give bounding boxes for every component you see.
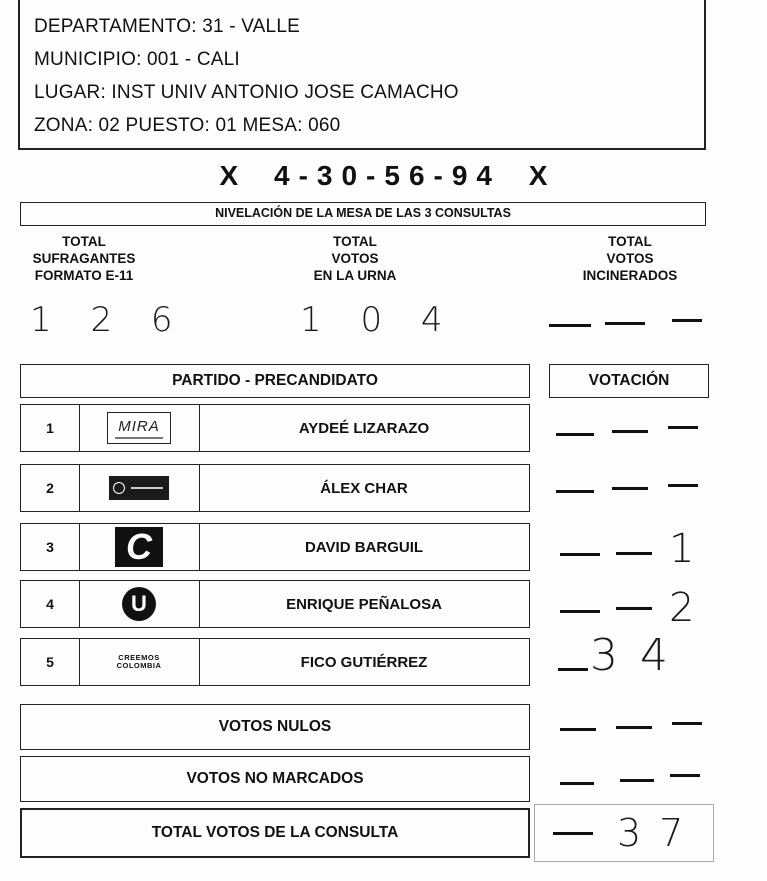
candidate-row-2: 2 ÁLEX CHAR xyxy=(20,464,530,512)
candidate-name: DAVID BARGUIL xyxy=(304,538,424,556)
u-logo-icon: U xyxy=(79,581,200,627)
partido-header: PARTIDO - PRECANDIDATO xyxy=(20,364,530,398)
left-x-mark: X xyxy=(219,160,239,191)
col-total-sufragantes: TOTAL SUFRAGANTES FORMATO E-11 xyxy=(32,234,136,283)
lugar-line: LUGAR: INST UNIV ANTONIO JOSE CAMACHO xyxy=(34,82,459,103)
col-total-incinerados: TOTAL VOTOS INCINERADOS xyxy=(582,234,678,283)
code-number: 4-30-56-94 xyxy=(274,160,501,191)
candidate-name: AYDEÉ LIZARAZO xyxy=(298,419,430,437)
votos-nulos-label: VOTOS NULOS xyxy=(20,704,530,750)
municipio-line: MUNICIPIO: 001 - CALI xyxy=(34,49,240,70)
col-total-votos-urna: TOTAL VOTOS EN LA URNA xyxy=(313,234,397,283)
candidate-name: ÁLEX CHAR xyxy=(320,479,408,497)
form-code xyxy=(0,160,767,192)
candidate-row-4: 4 U ENRIQUE PEÑALOSA xyxy=(20,580,530,628)
candidate-row-3: 3 C DAVID BARGUIL xyxy=(20,523,530,571)
candidate-name: FICO GUTIÉRREZ xyxy=(300,653,428,671)
right-x-mark: X xyxy=(528,160,548,191)
vote-value-row-3: 1 xyxy=(669,526,695,572)
nivelacion-title: NIVELACIÓN DE LA MESA DE LAS 3 CONSULTAS xyxy=(20,202,706,226)
departamento-line: DEPARTAMENTO: 31 - VALLE xyxy=(34,16,300,37)
location-header xyxy=(18,0,706,150)
total-votos-label: TOTAL VOTOS DE LA CONSULTA xyxy=(20,808,530,858)
votacion-header: VOTACIÓN xyxy=(549,364,709,398)
zona-line: ZONA: 02 PUESTO: 01 MESA: 060 xyxy=(34,115,341,136)
votos-no-marcados-label: VOTOS NO MARCADOS xyxy=(20,756,530,802)
creemos-logo-icon: CREEMOS COLOMBIA xyxy=(79,639,200,685)
candidate-name: ENRIQUE PEÑALOSA xyxy=(286,595,442,613)
candidate-row-5: 5 CREEMOS COLOMBIA FICO GUTIÉRREZ xyxy=(20,638,530,686)
mira-logo-icon: MIRA xyxy=(79,405,200,451)
sufragantes-value: 1 2 6 xyxy=(30,300,187,340)
vote-value-row-5: 34 xyxy=(590,630,690,681)
candidate-row-1: 1 MIRA AYDEÉ LIZARAZO xyxy=(20,404,530,452)
votos-urna-value: 1 0 4 xyxy=(300,300,457,340)
total-votes-value: 37 xyxy=(617,811,702,855)
party-logo-icon xyxy=(79,465,200,511)
c-logo-icon: C xyxy=(79,524,200,570)
vote-value-row-4: 2 xyxy=(669,585,695,631)
